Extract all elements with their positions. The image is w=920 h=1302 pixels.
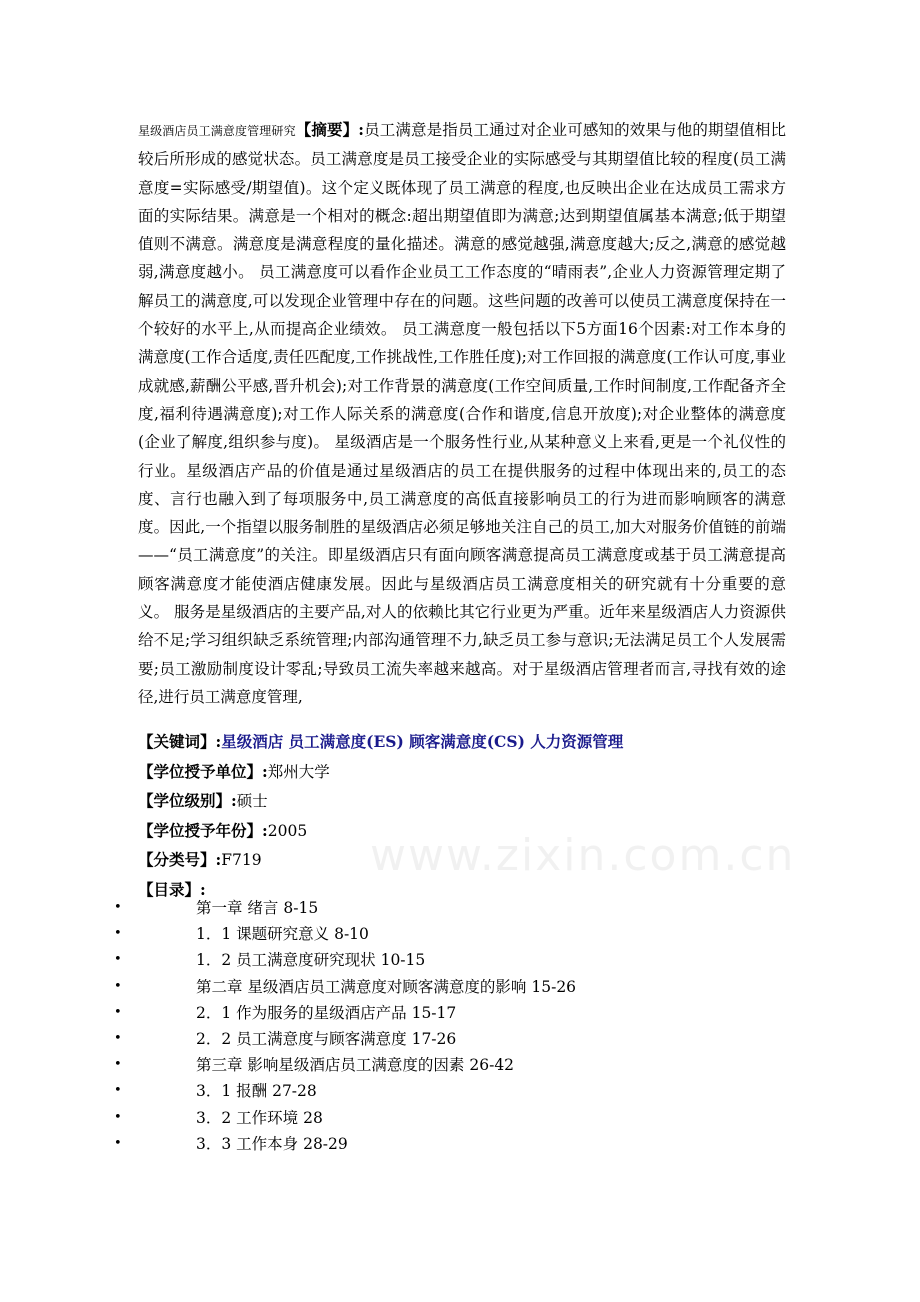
classification-label: 【分类号】: bbox=[138, 850, 222, 869]
watermark: www.zixin.com.cn bbox=[370, 830, 796, 881]
toc-item-text: 3．3 工作本身 28-29 bbox=[196, 1134, 348, 1153]
degree-year-row bbox=[138, 816, 838, 846]
toc-item bbox=[0, 1131, 920, 1157]
bullet-icon: • bbox=[114, 1109, 122, 1125]
abstract-label: 【摘要】: bbox=[295, 120, 364, 139]
degree-level-value: 硕士 bbox=[236, 792, 268, 810]
bullet-icon: • bbox=[114, 1083, 122, 1099]
degree-unit-label: 【学位授予单位】: bbox=[138, 761, 268, 781]
toc-item bbox=[0, 1052, 920, 1078]
classification-row bbox=[138, 845, 838, 875]
toc-item-text: 3．2 工作环境 28 bbox=[196, 1108, 323, 1127]
degree-unit-row bbox=[138, 757, 838, 787]
toc-heading: 【目录】: bbox=[138, 879, 206, 899]
toc-item bbox=[0, 895, 920, 921]
abstract-text: 员工满意是指员工通过对企业可感知的效果与他的期望值相比较后所形成的感觉状态。员工满意度是员工接受企业的实际感受与其期望值比较的程度(员工满意度=实际感受/期望值)。这个定义既体现了员工满意的程度,也反映出企业在达成员工需求方面的实际结果。满意是一个相对的概念:超出期望值即为满意;达到期望值属基本满意;低于期望值则不满意。满意度是满意程度的量化描述。满意的感觉越强,满意度越大;反之,满意的感觉越弱,满意度越小。 员工满意度可以看作企业员工工作态度的“晴雨表”,企业人力资源管理定期了解员工的满意度,可以发现企业管理中存在的问题。这些问题的改善可以使员工满意度保持在一个较好的水平上,从而提高企业绩效。 员工满意度一般包括以下5方面16个因素:对工作本身的满意度(工作合适度,责任匹配度,工作挑战性,工作胜任度);对工作回报的满意度(工作认可度,事业成就感,薪酬公平感,晋升机会);对工作背景的满意度(工作空间质量,工作时间制度,工作配备齐全度,福利待遇满意度);对工作人际关系的满意度(合作和谐度,信息开放度);对企业整体的满意度(企业了解度,组织参与度)。 星级酒店是一个服务性行业,从某种意义上来看,更是一个礼仪性的行业。星级酒店产品的价值是通过星级酒店的员工在提供服务的过程中体现出来的,员工的态度、言行也融入到了每项服务中,员工满意度的高低直接影响员工的行为进而影响顾客的满意度。因此,一个指望以服务制胜的星级酒店必须足够地关注自己的员工,加大对服务价值链的前端——“员工满意度”的关注。即星级酒店只有面向顾客满意提高员工满意度或基于员工满意提高顾客满意度才能使酒店健康发展。因此与星级酒店员工满意度相关的研究就有十分重要的意义。 服务是星级酒店的主要产品,对人的依赖比其它行业更为严重。近年来星级酒店人力资源供给不足;学习组织缺乏系统管理;内部沟通管理不力,缺乏员工参与意识;无法满足员工个人发展需要;员工激励制度设计零乱;导致员工流失率越来越高。对于星级酒店管理者而言,寻找有效的途径,进行员工满意度管理, bbox=[138, 121, 786, 706]
metadata-block bbox=[138, 727, 838, 904]
bullet-icon: • bbox=[114, 978, 122, 994]
bullet-icon: • bbox=[114, 1030, 122, 1046]
toc-item-text: 1．1 课题研究意义 8-10 bbox=[196, 925, 369, 944]
degree-year-label: 【学位授予年份】: bbox=[138, 820, 268, 840]
table-of-contents bbox=[0, 895, 920, 1157]
toc-item-text: 1．2 员工满意度研究现状 10-15 bbox=[196, 951, 426, 970]
toc-item bbox=[0, 1026, 920, 1052]
bullet-icon: • bbox=[114, 1004, 122, 1020]
toc-item bbox=[0, 1078, 920, 1104]
toc-item-text: 第三章 影响星级酒店员工满意度的因素 26-42 bbox=[196, 1056, 515, 1075]
degree-level-row bbox=[138, 786, 838, 816]
toc-item bbox=[0, 1000, 920, 1026]
bullet-icon: • bbox=[114, 1057, 122, 1073]
keywords-value[interactable]: 星级酒店 员工满意度(ES) 顾客满意度(CS) 人力资源管理 bbox=[221, 732, 624, 751]
toc-item bbox=[0, 1105, 920, 1131]
bullet-icon: • bbox=[114, 926, 122, 942]
toc-item-text: 第二章 星级酒店员工满意度对顾客满意度的影响 15-26 bbox=[196, 977, 577, 996]
degree-level-label: 【学位级别】: bbox=[138, 791, 237, 810]
degree-year-value: 2005 bbox=[267, 821, 308, 840]
keywords-row bbox=[138, 727, 838, 757]
abstract-paragraph bbox=[138, 116, 786, 711]
degree-unit-value: 郑州大学 bbox=[267, 762, 330, 781]
keywords-label: 【关键词】: bbox=[138, 732, 222, 751]
toc-item-text: 3．1 报酬 27-28 bbox=[196, 1082, 317, 1101]
bullet-icon: • bbox=[114, 952, 122, 968]
classification-value: F719 bbox=[221, 851, 262, 869]
toc-item bbox=[0, 974, 920, 1000]
toc-item bbox=[0, 947, 920, 973]
toc-item-text: 2．1 作为服务的星级酒店产品 15-17 bbox=[196, 1003, 457, 1022]
toc-item bbox=[0, 921, 920, 947]
thesis-title: 星级酒店员工满意度管理研究 bbox=[138, 124, 296, 138]
bullet-icon: • bbox=[114, 1135, 122, 1151]
toc-item-text: 第一章 绪言 8-15 bbox=[196, 899, 319, 917]
bullet-icon: • bbox=[114, 900, 122, 915]
toc-item-text: 2．2 员工满意度与顾客满意度 17-26 bbox=[196, 1029, 457, 1048]
